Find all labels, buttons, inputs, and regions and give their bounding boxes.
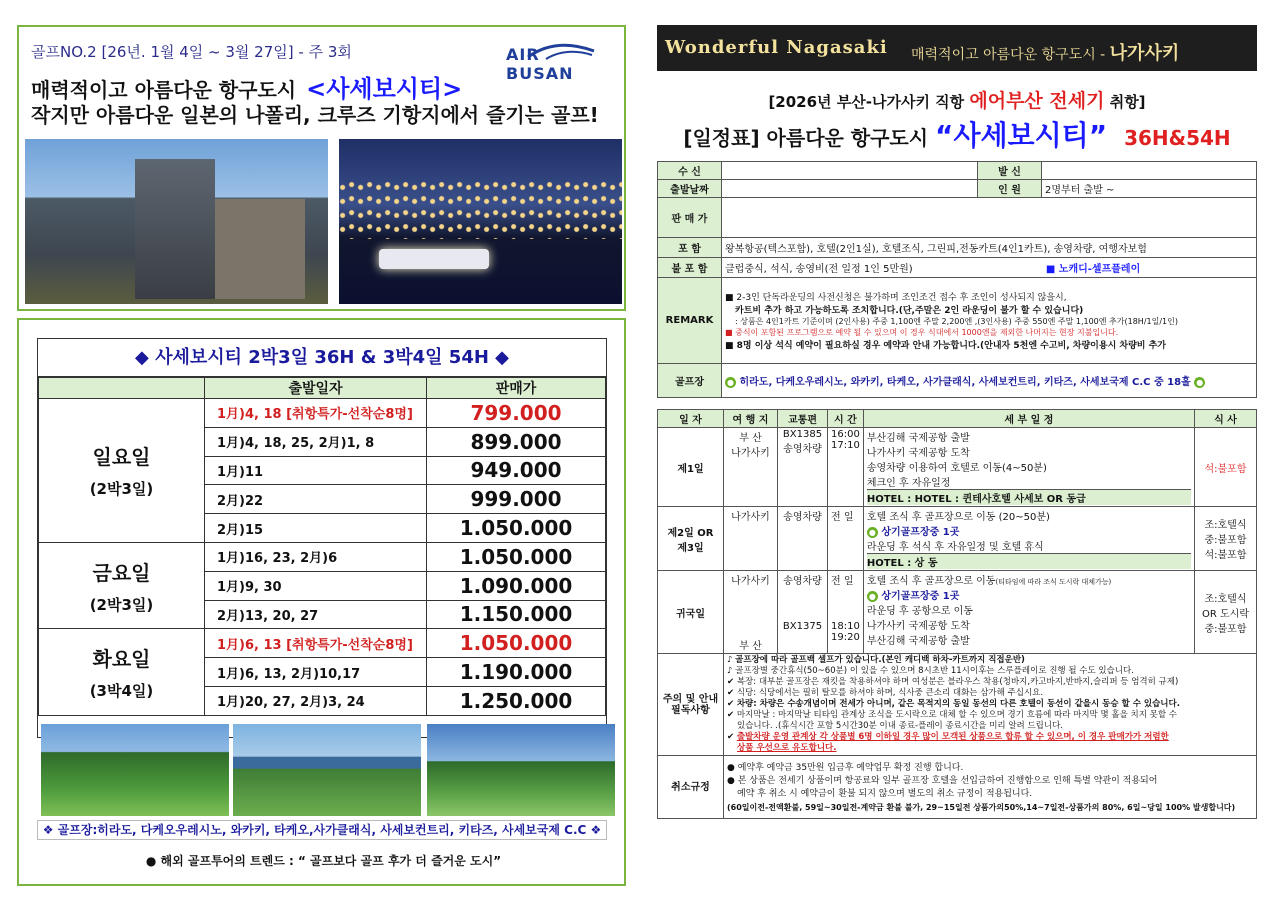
golf-line-text: 상기골프장중 1곳 xyxy=(881,527,960,538)
time-text: 19:20 xyxy=(831,632,860,643)
time-text: 16:00 xyxy=(831,429,860,440)
note-line: ✔ 식당: 식당에서는 필히 탈모를 하셔야 하며, 식사중 큰소리 대화는 삼가해 주십시요. xyxy=(727,688,1044,698)
remark-line: ■ 8명 이상 석식 예약이 필요하실 경우 예약과 안내 가능합니다.(안내자 5천엔 수고비, 차량이용시 차량비 추가 xyxy=(725,341,1166,351)
itinerary-holes: 36H&54H xyxy=(1124,126,1231,150)
golf-line xyxy=(867,587,1191,602)
weekday-text: 화요일 xyxy=(92,647,151,672)
flight-code: BX1385 xyxy=(782,429,823,440)
note-line: 있습니다. .(휴식시간 포함 5시간30분 이내 종료-플레이 종료시간을 미리 알려 드립니다. xyxy=(737,721,1063,731)
remark-line: : 상품은 4인1카트 기준이며 (2인사용) 주중 1,100엔 주말 2,200엔 ,(3인사용) 주중 550엔 주말 1,100엔 추가(18H/1일/1인) xyxy=(735,317,1178,326)
meal-text: 석:불포함 xyxy=(1204,463,1247,475)
info-table xyxy=(657,161,1257,398)
golf-ball-icon: ● xyxy=(725,377,736,388)
trend-text: ● 해외 골프투어의 트렌드 : “ 골프보다 골프 후가 더 즐거운 도시” xyxy=(145,854,502,868)
tour-code-line: 골프NO.2 [26년. 1월 4일 ~ 3월 27일] - 주 3회 xyxy=(31,43,352,61)
remark-line: ■ 2-3인 단독라운딩의 사전신청은 불가하며 조인조건 접수 후 조인이 성사되지 않을시, xyxy=(725,293,1067,303)
note-line: ✔ 차량: 차량은 수송개념이며 전세가 아니며, 같은 목적지의 동일 동선의 다른 호텔이 동선이 같을시 동승 할 수 있습니다. xyxy=(727,699,1180,709)
detail-line: 라운딩 후 석식 후 자유일정 및 호텔 휴식 xyxy=(866,542,1044,553)
label-seller: 판 매 가 xyxy=(658,198,722,238)
detail-line: 송영차량 이용하여 호텔로 이동(4~50분) xyxy=(866,463,1047,474)
remark-cell xyxy=(722,278,1257,364)
remark-line: 카트비 추가 하고 가능하도록 조치합니다.(단,주말은 2인 라운딩이 불가 할 수 있습니다) xyxy=(735,306,1084,316)
excluded-value: 클럽중식, 석식, 송영비(전 일정 1인 5만원) xyxy=(725,264,913,275)
charter-pre: [2026년 부산-나가사키 직항 xyxy=(768,93,965,111)
sale-price: 899.000 xyxy=(427,427,606,456)
price-table xyxy=(38,377,606,716)
col-area: 여 행 지 xyxy=(724,410,778,428)
departure-date: 2月)13, 20, 27 xyxy=(205,600,427,629)
weekday-text: 일요일 xyxy=(92,445,151,470)
banner-kr-text: 매력적이고 아름다운 항구도시 - xyxy=(911,47,1110,63)
sale-price: 799.000 xyxy=(427,399,606,428)
day1-time xyxy=(828,428,864,507)
label-included: 포 함 xyxy=(658,238,722,258)
price-table-box xyxy=(37,338,607,738)
hotel-line: HOTEL : HOTEL : 퀸테사호텔 사세보 OR 동급 xyxy=(867,489,1191,505)
note-line: ✔ 복장: 대부분 골프장은 재킷을 착용하셔야 하며 여성분은 블라우스 착용(청바지,카고바지,반바지,슬리퍼 등 엄격히 규제) xyxy=(727,677,1179,687)
col-time: 시 간 xyxy=(828,410,864,428)
detail-line: 부산김해 국제공항 출발 xyxy=(866,433,970,444)
golf-ball-icon: ● xyxy=(1194,377,1205,388)
cancel-cell xyxy=(724,756,1257,819)
recipient-field[interactable] xyxy=(722,162,978,180)
day2-detail xyxy=(863,507,1194,571)
notes-cell xyxy=(724,654,1257,756)
sale-price: 1.050.000 xyxy=(427,629,606,658)
golf-course-photo xyxy=(427,724,615,816)
label-excluded: 불 포 함 xyxy=(658,258,722,278)
golf-course-photo xyxy=(233,724,421,816)
sale-price: 1.190.000 xyxy=(427,658,606,687)
charter-post: 취항] xyxy=(1109,93,1146,111)
weekday-label xyxy=(39,629,205,715)
day1-transport xyxy=(778,428,828,507)
detail-line: 체크인 후 자유일정 xyxy=(866,478,951,489)
col-day: 일 자 xyxy=(658,410,724,428)
sale-price: 1.090.000 xyxy=(427,571,606,600)
remark-line: ■ 중식이 포함된 프로그램으로 예약 될 수 있으며 이 경우 식대에서 1000엔을 제외한 나머지는 현장 지불입니다. xyxy=(725,328,1119,337)
weekday-label xyxy=(39,399,205,543)
day1-area xyxy=(724,428,778,507)
sale-price: 1.250.000 xyxy=(427,686,606,715)
cancel-line: ● 본 상품은 전세기 상품이며 항공료와 일부 골프장 호텔을 선입금하여 진행함으로 인해 특별 약관이 적용되어 xyxy=(727,776,1158,786)
departure-date: 1月)11 xyxy=(205,456,427,485)
note-text: 출발차량 운영 관계상 각 상품별 6명 이하일 경우 많이 모객된 상품으로 합류 할 수 있으며, 이 경우 판매가가 저렴한 xyxy=(736,732,1169,742)
note-text: 복장: 대부분 골프장은 재킷을 착용하셔야 하며 여성분은 블라우스 착용(청바지,카고바지,반바지,슬리퍼 등 엄격히 규제) xyxy=(736,677,1179,687)
departure-date: 2月)15 xyxy=(205,514,427,543)
detail-line: 호텔 조식 후 골프장으로 이동 (20~50분) xyxy=(866,512,1050,523)
time-text: 18:10 xyxy=(831,621,860,632)
note-text: 차량: 차량은 수송개념이며 전세가 아니며, 같은 목적지의 동일 동선의 다른 호텔이 동선이 같을시 동승 할 수 있습니다. xyxy=(736,699,1180,709)
day1-label: 제1일 xyxy=(658,428,724,507)
note-text: 식당: 식당에서는 필히 탈모를 하셔야 하며, 식사중 큰소리 대화는 삼가해 주십시요. xyxy=(736,688,1044,698)
golf-ball-icon: ● xyxy=(867,527,878,538)
duration-text: (3박4일) xyxy=(89,682,154,701)
headline-highlight: <사세보시티> xyxy=(306,75,463,103)
seller-field[interactable] xyxy=(722,198,1257,238)
day2-meal: 조:호텔식 중:불포함 석:불포함 xyxy=(1195,507,1257,571)
note-text: 골프장에 따라 골프백 셀프가 있습니다.(본인 캐디백 하차-카트까지 직접운반) xyxy=(735,655,1025,665)
golf-course-caption: ❖ 골프장:히라도, 다케오우레시노, 와카키, 타케오,사가클래식, 사세보컨트리, 키타즈, 사세보국제 C.C ❖ xyxy=(37,820,607,840)
sale-price: 999.000 xyxy=(427,485,606,514)
itinerary-city: “사세보시티” xyxy=(935,119,1108,152)
detail-note: (티타임에 따라 조식 도시락 대체가능) xyxy=(995,578,1112,586)
detail-line: 부산김해 국제공항 출발 xyxy=(866,636,970,647)
charter-highlight: 에어부산 전세기 xyxy=(969,90,1105,112)
departure-date: 1月)6, 13 [취항특가-선착순8명] xyxy=(205,629,427,658)
note-line: ♪ 골프장에 따라 골프백 셀프가 있습니다.(본인 캐디백 하차-카트까지 직접운반) xyxy=(727,655,1025,665)
note-text: 골프장별 중간휴식(50~60분) 이 있을 수 있으며 8시초반 11시이후는 스루플레이로 진행 될 수도 있습니다. xyxy=(735,666,1134,676)
golf-course-photo xyxy=(41,724,229,816)
departure-date: 1月)6, 13, 2月)10,17 xyxy=(205,658,427,687)
transport-text: 송영차량 xyxy=(783,444,822,455)
duration-text: (2박3일) xyxy=(89,480,154,499)
col-detail: 세 부 일 정 xyxy=(863,410,1194,428)
time-text: 전 일 xyxy=(831,576,854,587)
price-table-title: ◆ 사세보시티 2박3일 36H & 3박4일 54H ◆ xyxy=(38,339,606,377)
departure-date: 1月)16, 23, 2月)6 xyxy=(205,542,427,571)
flight-code: BX1375 xyxy=(782,621,823,632)
label-people: 인 원 xyxy=(978,180,1042,198)
hotel-line: HOTEL : 상 동 xyxy=(867,553,1191,569)
detail-line: 나가사키 국제공항 도착 xyxy=(866,448,970,459)
included-value: 왕복항공(텍스포함), 호텔(2인1실), 호텔조식, 그린피,전동카트(4인1카트), 송영차량, 여행자보험 xyxy=(722,238,1257,258)
transport-text: 송영차량 xyxy=(783,576,822,587)
detail-line: 나가사키 국제공항 도착 xyxy=(866,621,970,632)
golf-line-text: 상기골프장중 1곳 xyxy=(881,591,960,602)
day3-detail xyxy=(863,571,1194,654)
day3-label: 귀국일 xyxy=(658,571,724,654)
day1-detail xyxy=(863,428,1194,507)
area-text: 나가사키 xyxy=(731,448,770,459)
day1-meal xyxy=(1195,428,1257,507)
day3-time xyxy=(828,571,864,654)
price-row xyxy=(39,542,606,571)
cancel-line: 예약 후 취소 시 예약금이 환불 되지 않으며 별도의 취소 규정이 적용됩니다. xyxy=(737,789,1033,799)
sale-price: 1.150.000 xyxy=(427,600,606,629)
golf-course-cell xyxy=(722,364,1257,398)
day3-transport xyxy=(778,571,828,654)
cancel-line: ● 예약후 예약금 35만원 입금후 예약업무 확정 진행 합니다. xyxy=(727,763,964,773)
schedule-table xyxy=(657,409,1257,819)
harbor-night-photo xyxy=(339,139,622,304)
promo-header-panel xyxy=(17,25,626,311)
cancel-line: (60일이전-전액환불, 59일~30일전-계약금 환불 불가, 29~15일전 상품가의50%,14~7일전-상품가의 80%, 6일~당일 100% 발생합니다) xyxy=(727,803,1236,812)
golf-line xyxy=(867,523,1191,538)
sale-price: 949.000 xyxy=(427,456,606,485)
right-banner xyxy=(657,25,1257,71)
banner-kr-bold: 나가사키 xyxy=(1109,43,1180,64)
note-text: 상품 우선으로 유도합니다. xyxy=(737,743,837,753)
golf-course-value: 히라도, 다케오우레시노, 와카키, 타케오, 사가클래식, 사세보컨트리, 키타즈, 사세보국제 C.C 중 18홀 xyxy=(739,377,1191,388)
charter-line xyxy=(657,86,1257,113)
col-meal: 식 사 xyxy=(1195,410,1257,428)
price-row xyxy=(39,629,606,658)
col-price: 판매가 xyxy=(427,378,606,399)
day2-area: 나가사키 xyxy=(724,507,778,571)
hotel-photo xyxy=(25,139,328,304)
detail-text: 호텔 조식 후 골프장으로 이동 xyxy=(866,576,996,587)
air-busan-logo xyxy=(506,41,606,83)
label-remark: REMARK xyxy=(658,278,722,364)
detail-line: 라운딩 후 공항으로 이동 xyxy=(866,606,973,617)
label-sender: 발 신 xyxy=(978,162,1042,180)
departure-date: 1月)4, 18, 25, 2月)1, 8 xyxy=(205,427,427,456)
departure-date: 1月)4, 18 [취항특가-선착순8명] xyxy=(205,399,427,428)
label-departure-date: 출발날짜 xyxy=(658,180,722,198)
cancel-label: 취소규정 xyxy=(658,756,724,819)
subheadline: 작지만 아름다운 일본의 나폴리, 크루즈 기항지에서 즐기는 골프! xyxy=(31,103,599,127)
label-recipient: 수 신 xyxy=(658,162,722,180)
day2-label: 제2일 OR 제3일 xyxy=(658,507,724,571)
duration-text: (2박3일) xyxy=(89,595,154,614)
headline-text: 매력적이고 아름다운 항구도시 xyxy=(31,78,297,102)
price-row xyxy=(39,399,606,428)
day2-transport: 송영차량 xyxy=(778,507,828,571)
area-text: 나가사키 xyxy=(731,576,770,587)
excluded-cell xyxy=(722,258,1257,278)
area-text: 부 산 xyxy=(739,433,762,444)
label-golf-course: 골프장 xyxy=(658,364,722,398)
day3-meal: 조:호텔식 OR 도시락 중:불포함 xyxy=(1195,571,1257,654)
note-text: 마지막날 : 마지막날 티타임 관계상 조식을 도시락으로 대체 할 수 있으며 경기 흐름에 따라 마지막 몇 홀을 치지 못할 수 xyxy=(736,710,1177,720)
departure-date: 2月)22 xyxy=(205,485,427,514)
no-caddie-tag: ■ 노캐디-셀프플레이 xyxy=(1045,264,1141,275)
time-text: 17:10 xyxy=(831,440,860,451)
departure-date: 1月)9, 30 xyxy=(205,571,427,600)
sale-price: 1.050.000 xyxy=(427,542,606,571)
itinerary-title-pre: [일정표] 아름다운 항구도시 xyxy=(683,126,929,150)
departure-date-field[interactable] xyxy=(722,180,978,198)
sender-field[interactable] xyxy=(1042,162,1257,180)
people-value: 2명부터 출발 ~ xyxy=(1042,180,1257,198)
weekday-text: 금요일 xyxy=(92,560,151,585)
weekday-label xyxy=(39,542,205,628)
itinerary-title xyxy=(657,114,1257,154)
departure-date: 1月)20, 27, 2月)3, 24 xyxy=(205,686,427,715)
logo-text: AIR BUSAN xyxy=(506,45,574,83)
note-line: ✔ 마지막날 : 마지막날 티타임 관계상 조식을 도시락으로 대체 할 수 있으며 경기 흐름에 따라 마지막 몇 홀을 치지 못할 수 xyxy=(727,710,1177,720)
banner-english-title: Wonderful Nagasaki xyxy=(665,37,888,58)
price-panel xyxy=(17,318,626,886)
sale-price: 1.050.000 xyxy=(427,514,606,543)
day3-area xyxy=(724,571,778,654)
col-departure-date: 출발일자 xyxy=(205,378,427,399)
detail-line xyxy=(867,572,1191,587)
note-line xyxy=(727,743,1253,754)
day2-time: 전 일 xyxy=(828,507,864,571)
notes-label: 주의 및 안내 필독사항 xyxy=(658,654,724,756)
col-transport: 교통편 xyxy=(778,410,828,428)
area-text: 부 산 xyxy=(739,641,762,652)
golf-ball-icon: ● xyxy=(867,591,878,602)
note-line: ✔ 출발차량 운영 관계상 각 상품별 6명 이하일 경우 많이 모객된 상품으로 합류 할 수 있으며, 이 경우 판매가가 저렴한 xyxy=(727,732,1169,742)
banner-korean-title xyxy=(911,39,1179,65)
col-blank xyxy=(39,378,205,399)
note-line: ♪ 골프장별 중간휴식(50~60분) 이 있을 수 있으며 8시초반 11시이후는 스루플레이로 진행 될 수도 있습니다. xyxy=(727,666,1134,676)
